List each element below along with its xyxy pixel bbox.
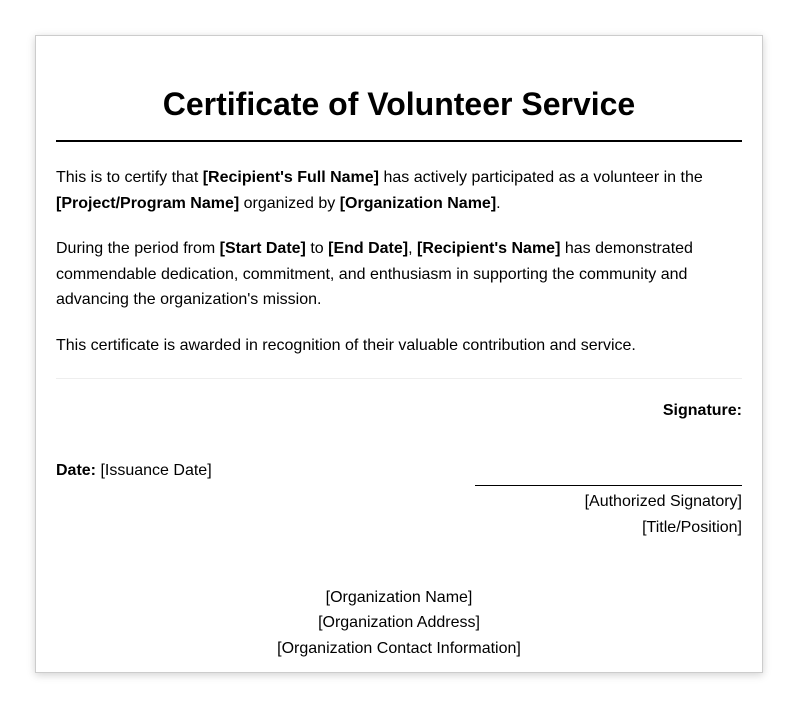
p2-text-1: During the period from bbox=[56, 240, 220, 258]
issuance-date: [Issuance Date] bbox=[96, 461, 212, 479]
organization-address: [Organization Address] bbox=[318, 614, 480, 632]
organization-name: [Organization Name] bbox=[325, 588, 473, 606]
project-program-name: [Project/Program Name] bbox=[56, 194, 240, 212]
certificate bbox=[35, 35, 763, 673]
title-rule bbox=[56, 140, 742, 142]
p2-text-2: to bbox=[305, 240, 329, 258]
recipient-full-name: [Recipient's Full Name] bbox=[202, 169, 379, 186]
service-period-paragraph bbox=[56, 236, 742, 313]
p1-text-4: . bbox=[496, 194, 501, 212]
start-date: [Start Date] bbox=[219, 240, 306, 258]
p2-text-4: has demonstrated commendable dedication, commitment, and enthusiasm in supporting the community and advancing the organization's mission. bbox=[56, 240, 693, 309]
end-date: [End Date] bbox=[328, 240, 409, 258]
organization-info bbox=[56, 585, 742, 662]
certificate-title: Certificate of Volunteer Service bbox=[162, 86, 636, 122]
signature-date-section bbox=[56, 379, 742, 549]
p1-text-1: This is to certify that bbox=[56, 169, 203, 186]
p1-text-2: has actively participated as a volunteer in the bbox=[379, 169, 703, 186]
recognition-paragraph: This certificate is awarded in recognition of their valuable contribution and service. bbox=[56, 336, 636, 354]
p2-text-3: , bbox=[408, 240, 417, 258]
date-label: Date: bbox=[56, 461, 97, 479]
signatory-title: [Title/Position] bbox=[642, 518, 742, 536]
recipient-name: [Recipient's Name] bbox=[417, 240, 561, 258]
p1-text-3: organized by bbox=[239, 194, 340, 212]
authorized-signatory: [Authorized Signatory] bbox=[584, 492, 742, 510]
date-line bbox=[56, 462, 212, 480]
signature-line bbox=[475, 485, 742, 486]
certification-paragraph bbox=[56, 165, 742, 216]
signature-label: Signature: bbox=[662, 401, 742, 419]
organization-contact: [Organization Contact Information] bbox=[277, 639, 521, 657]
organization-name-inline: [Organization Name] bbox=[339, 194, 497, 212]
